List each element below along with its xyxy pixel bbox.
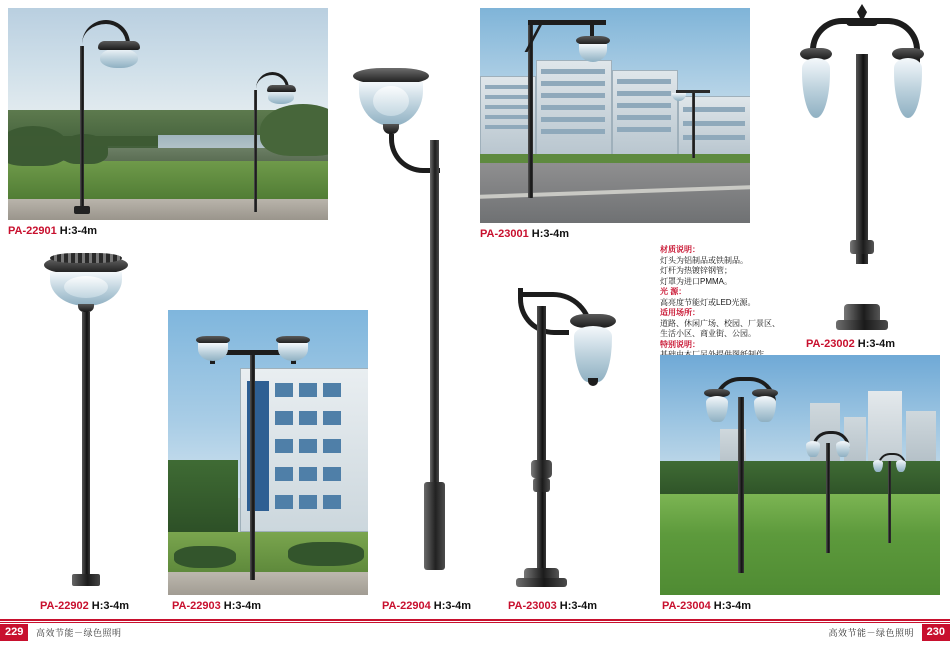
lamp-head-glass <box>836 441 850 457</box>
lamp-pole-ring <box>531 460 552 478</box>
product-illustration-pa-23002 <box>790 4 940 334</box>
lamp-pole-collar <box>850 240 874 254</box>
building <box>536 60 612 156</box>
page-number-left: 229 <box>0 624 28 641</box>
lamp-head-glass <box>802 58 830 118</box>
page-number-right: 230 <box>922 624 950 641</box>
hedge <box>174 546 236 568</box>
product-code: PA-22901 <box>8 225 57 237</box>
lamp-head-glass <box>754 396 776 422</box>
path <box>8 199 328 220</box>
building <box>612 70 678 156</box>
caption-pa-22902 <box>40 600 129 612</box>
product-code: PA-23004 <box>662 600 711 612</box>
lamp-head-glass <box>894 58 922 118</box>
bush <box>260 104 328 156</box>
lamp-head-tip <box>588 378 598 386</box>
lamp-pole-lower <box>537 492 546 570</box>
product-height: H:3-4m <box>713 600 752 612</box>
spec-material-line-1: 灯头为铝制品或铁制品。 <box>660 255 748 265</box>
lamp-head-bottom <box>383 124 399 134</box>
lamp-head-cap <box>98 41 140 50</box>
lamp-pole <box>80 46 84 214</box>
caption-pa-22901 <box>8 225 97 237</box>
footer-rule <box>0 619 950 621</box>
product-illustration-pa-23003 <box>500 272 640 598</box>
caption-pa-23002 <box>806 338 895 350</box>
footer-text-right: 高效节能－绿色照明 <box>828 628 914 638</box>
product-photo-pa-23004 <box>660 355 940 595</box>
product-height: H:3-4m <box>531 228 570 240</box>
lamp-glass-highlight <box>373 86 409 116</box>
lamp-head-glass <box>806 441 820 457</box>
lamp-pole-ring <box>533 478 550 492</box>
lamp-pole-foot <box>424 482 445 570</box>
tree-mass <box>168 460 238 540</box>
spec-usage-line-2: 生活小区、商业街、公园。 <box>660 329 756 338</box>
lamp-head-vent <box>50 253 122 263</box>
lamp-pole <box>692 90 695 158</box>
spec-note-title: 特别说明： <box>660 339 700 349</box>
product-height: H:3-4m <box>91 600 130 612</box>
lamp-pole <box>537 306 546 464</box>
bush <box>8 126 68 166</box>
spec-usage-line-1: 道路、休闲广场、校园、厂景区、 <box>660 318 780 328</box>
product-code: PA-23002 <box>806 338 855 350</box>
lamp-head-bottom <box>78 304 94 312</box>
lamp-pole <box>888 461 891 543</box>
product-code: PA-22902 <box>40 600 89 612</box>
lamp-pole <box>82 312 90 582</box>
lamp-head-glass <box>268 90 294 104</box>
lawn <box>8 161 328 203</box>
product-illustration-pa-22902 <box>20 248 150 598</box>
lamp-glass-highlight <box>64 276 108 298</box>
spec-material-line-2: 灯杆为热镀锌钢管； <box>660 266 732 275</box>
lamp-head-cap <box>267 85 296 92</box>
lamp-pole <box>738 397 744 573</box>
lamp-base <box>72 574 100 586</box>
lamp-base-plate <box>836 320 888 330</box>
product-height: H:3-4m <box>857 338 896 350</box>
product-code: PA-22904 <box>382 600 431 612</box>
product-height: H:3-4m <box>223 600 262 612</box>
product-height: H:3-4m <box>433 600 472 612</box>
caption-pa-23004 <box>662 600 751 612</box>
footer-text-left: 高效节能－绿色照明 <box>36 628 122 638</box>
product-height: H:3-4m <box>59 225 98 237</box>
spec-material-line-3: 灯罩为进口PMMA。 <box>660 276 732 286</box>
lamp-head-glass <box>574 326 612 382</box>
lamp-base-plate <box>516 578 567 587</box>
product-code: PA-23001 <box>480 228 529 240</box>
building <box>678 96 750 156</box>
spec-material-title: 材质说明： <box>660 245 700 254</box>
product-photo-pa-22903 <box>168 310 368 595</box>
product-code: PA-23003 <box>508 600 557 612</box>
spec-light-title: 光 源： <box>660 287 687 296</box>
lawn <box>660 494 940 595</box>
lamp-pole <box>254 90 257 212</box>
spec-usage-title: 适用场所： <box>660 308 700 317</box>
product-code: PA-22903 <box>172 600 221 612</box>
lamp-yoke <box>846 18 878 26</box>
lamp-pole <box>826 443 830 553</box>
footer-rule-2 <box>0 622 950 623</box>
lamp-head-glass <box>706 396 728 422</box>
product-height: H:3-4m <box>559 600 598 612</box>
caption-pa-22903 <box>172 600 261 612</box>
road <box>168 572 368 595</box>
product-photo-pa-22901 <box>8 8 328 220</box>
caption-pa-23001 <box>480 228 569 240</box>
spec-text-block <box>660 245 810 371</box>
product-illustration-pa-22904 <box>345 62 465 597</box>
caption-pa-22904 <box>382 600 471 612</box>
spec-light-line-1: 高亮度节能灯或LED光源。 <box>660 297 756 307</box>
product-photo-pa-23001 <box>480 8 750 223</box>
lamp-head-glass <box>100 48 138 68</box>
caption-pa-23003 <box>508 600 597 612</box>
lamp-base <box>74 206 90 214</box>
lamp-pole <box>250 350 255 580</box>
lamp-pole <box>856 54 868 264</box>
